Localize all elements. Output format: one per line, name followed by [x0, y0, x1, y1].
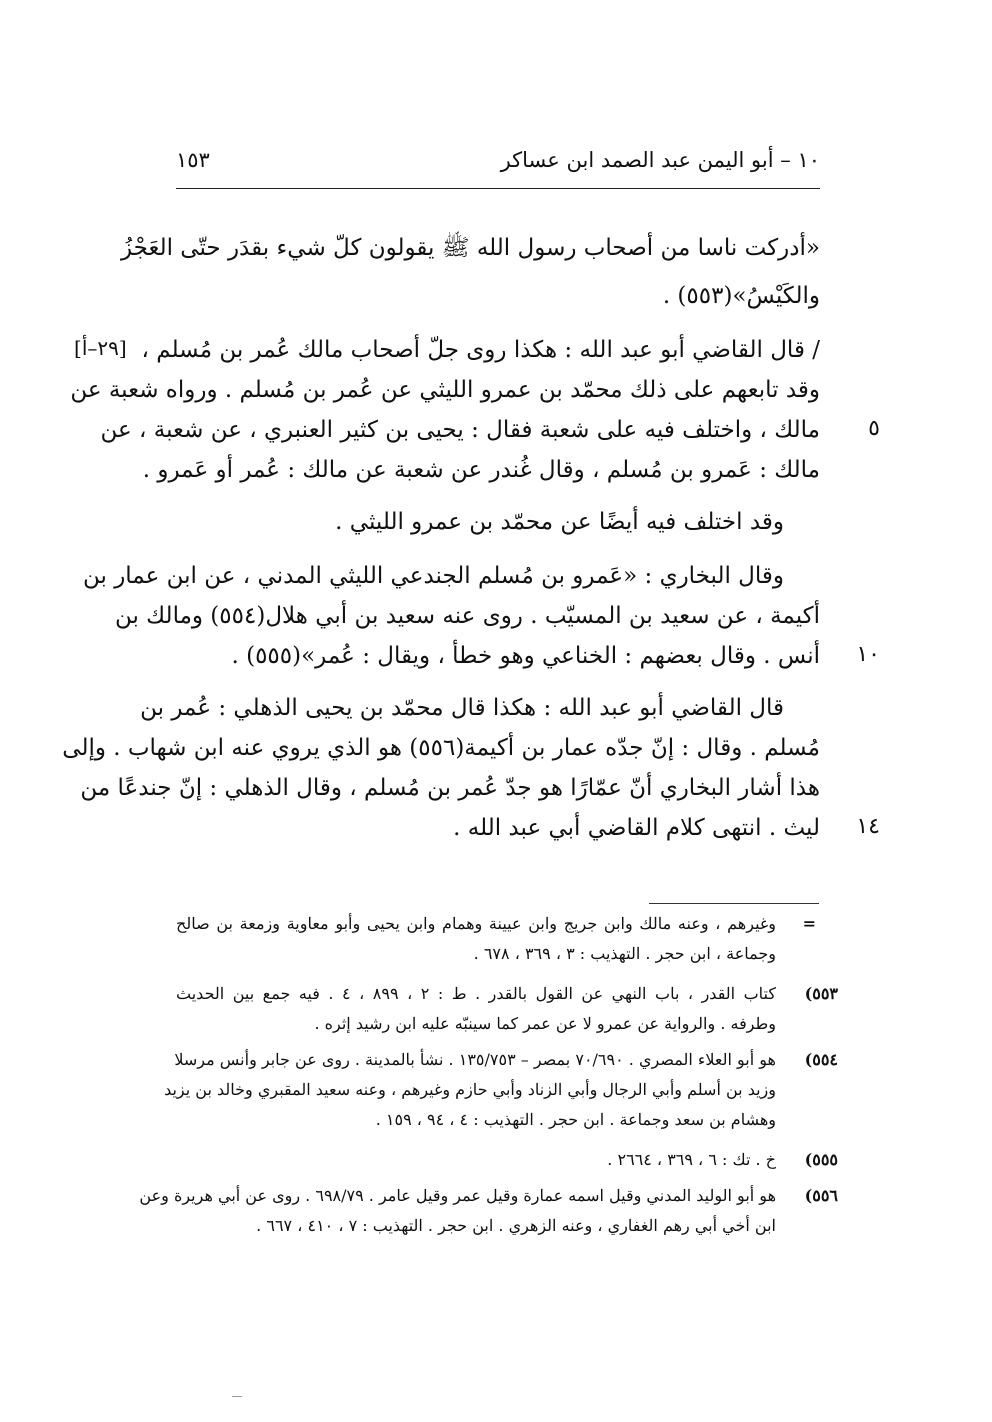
body-line: مُسلم . وقال : إنّ جدّه عمار بن أكيمة(٥٥٦) هو الذي يروي عنه ابن شهاب . وإلى	[62, 735, 820, 761]
chapter-title: ١٠ – أبو اليمن عبد الصمد ابن عساكر	[500, 148, 820, 172]
body-line: أكيمة ، عن سعيد بن المسيّب . روى عنه سعيد بن أبي هلال(٥٥٤) ومالك بن	[114, 603, 820, 629]
footnote-line: وغيرهم ، وعنه مالك وابن جريج وابن عيينة وهمام وابن يحيى وأبو معاوية وزمعة بن صالح	[176, 914, 776, 933]
folio-reference: [٢٩–أ]	[74, 336, 127, 360]
body-line: / قال القاضي أبو عبد الله : هكذا روى جلّ أصحاب مالك عُمر بن مُسلم ،	[141, 337, 820, 363]
footnote-number: ٥٥٤)	[804, 1050, 838, 1069]
footnote-line: ابن أخي أبي رهم الغفاري ، وعنه الزهري . ابن حجر . التهذيب : ٧ ، ٤١٠ ، ٦٦٧ .	[256, 1216, 776, 1235]
footnote-line: خ . تك : ٦ ، ٣٦٩ ، ٢٦٦٤ .	[607, 1150, 776, 1169]
footnote-number: =	[802, 914, 816, 933]
body-line: هذا أشار البخاري أنّ عمّارًا هو جدّ عُمر بن مُسلم ، وقال الذهلي : إنّ جندعًا من	[80, 775, 820, 801]
body-line: قال القاضي أبو عبد الله : هكذا قال محمّد بن يحيى الذهلي : عُمر بن	[140, 695, 784, 721]
body-line: وقد اختلف فيه أيضًا عن محمّد بن عمرو الليثي .	[335, 509, 784, 535]
body-line: وقد تابعهم على ذلك محمّد بن عمرو الليثي عن عُمر بن مُسلم . ورواه شعبة عن	[70, 377, 820, 403]
header-rule	[176, 188, 820, 189]
running-head	[176, 148, 820, 182]
body-line: والكَيْسُ»(٥٥٣) .	[662, 283, 820, 309]
footnote-number: ٥٥٦)	[804, 1186, 838, 1205]
footnote-line: هو أبو العلاء المصري . ٧٠/٦٩٠ بمصر – ١٣٥/٧٥٣ . نشأ بالمدينة . روى عن جابر وأنس مرسلا	[174, 1050, 776, 1069]
footnote-rule	[649, 903, 819, 904]
body-line: وقال البخاري : «عَمرو بن مُسلم الجندعي الليثي المدني ، عن ابن عمار بن	[82, 563, 784, 589]
footnote-line: وزيد بن أسلم وأبي الرجال وأبي الزناد وأبي حازم وغيرهم ، وعنه سعيد المقبري وخالد بن يزيد	[164, 1080, 776, 1099]
body-line: مالك ، واختلف فيه على شعبة فقال : يحيى بن كثير العنبري ، عن شعبة ، عن	[100, 417, 820, 443]
scan-mark	[232, 1396, 242, 1397]
footnote-line: وجماعة ، ابن حجر . التهذيب : ٣ ، ٣٦٩ ، ٦٧٨ .	[473, 944, 776, 963]
footnote-line: هو أبو الوليد المدني وقيل اسمه عمارة وقيل عمر وقيل عامر . ٦٩٨/٧٩ . روى عن أبي هريرة وعن	[139, 1186, 776, 1205]
line-number: ١٠	[856, 642, 880, 667]
line-number: ١٤	[856, 814, 880, 839]
body-line: ليث . انتهى كلام القاضي أبي عبد الله .	[453, 815, 820, 841]
footnote-number: ٥٥٣)	[804, 984, 838, 1003]
body-line: مالك : عَمرو بن مُسلم ، وقال غُندر عن شعبة عن مالك : عُمر أو عَمرو .	[142, 457, 820, 483]
footnote-line: كتاب القدر ، باب النهي عن القول بالقدر . ط : ٢ ، ٨٩٩ ، ٤ . فيه جمع بين الحديث	[176, 984, 776, 1003]
body-line: «أدركت ناسا من أصحاب رسول الله ﷺ يقولون كلّ شيء بقدَر حتّى العَجْزُ	[120, 235, 820, 261]
line-number: ٥	[868, 416, 880, 441]
footnote-line: وهشام بن سعد وجماعة . ابن حجر . التهذيب : ٤ ، ٩٤ ، ١٥٩ .	[375, 1110, 776, 1129]
body-line: أنس . وقال بعضهم : الخناعي وهو خطأ ، ويقال : عُمر»(٥٥٥) .	[231, 643, 820, 669]
page-number: ١٥٣	[176, 148, 210, 172]
footnote-line: وطرفه . والرواية عن عمرو لا عن عمر كما سينبّه عليه ابن رشيد إثره .	[314, 1014, 776, 1033]
footnote-number: ٥٥٥)	[804, 1150, 838, 1169]
